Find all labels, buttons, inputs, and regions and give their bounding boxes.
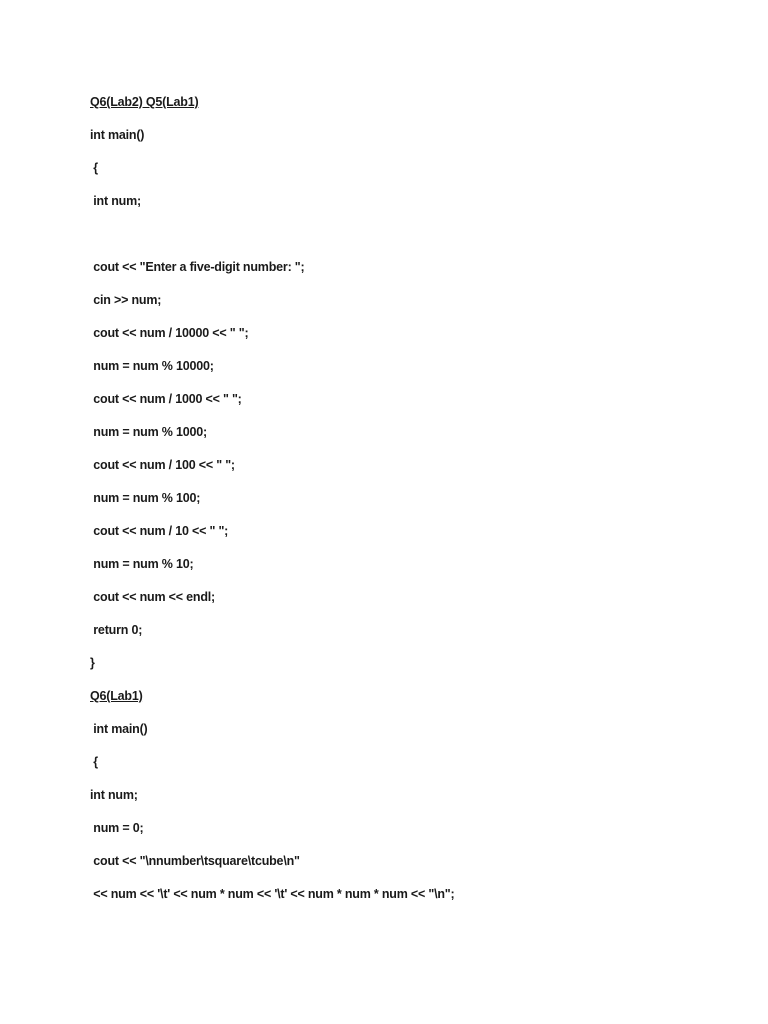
code-line: num = num % 10; [90, 557, 194, 571]
code-line: int main() [90, 722, 148, 736]
code-line: return 0; [90, 623, 143, 637]
code-line: { [90, 161, 98, 175]
code-line: cout << num / 10 << " "; [90, 524, 229, 538]
code-line: cout << num << endl; [90, 590, 215, 604]
code-line: int num; [90, 194, 141, 208]
code-line: cout << "Enter a five-digit number: "; [90, 260, 305, 274]
code-line: cout << num / 10000 << " "; [90, 326, 249, 340]
code-line: << num << '\t' << num * num << '\t' << num * num * num << "\n"; [90, 887, 455, 901]
code-line: } [90, 656, 95, 670]
code-line: num = num % 10000; [90, 359, 214, 373]
code-line: cout << num / 1000 << " "; [90, 392, 242, 406]
code-line: int num; [90, 788, 138, 802]
document-page [90, 92, 710, 917]
code-line: num = num % 100; [90, 491, 201, 505]
code-line: num = num % 1000; [90, 425, 207, 439]
code-line: int main() [90, 128, 145, 142]
code-line: num = 0; [90, 821, 144, 835]
code-line: cin >> num; [90, 293, 162, 307]
code-line: cout << "\nnumber\tsquare\tcube\n" [90, 854, 300, 868]
blank-line [90, 224, 710, 257]
section-heading: Q6(Lab1) [90, 689, 143, 703]
code-line: { [90, 755, 98, 769]
section-heading: Q6(Lab2) Q5(Lab1) [90, 95, 199, 109]
code-line: cout << num / 100 << " "; [90, 458, 235, 472]
